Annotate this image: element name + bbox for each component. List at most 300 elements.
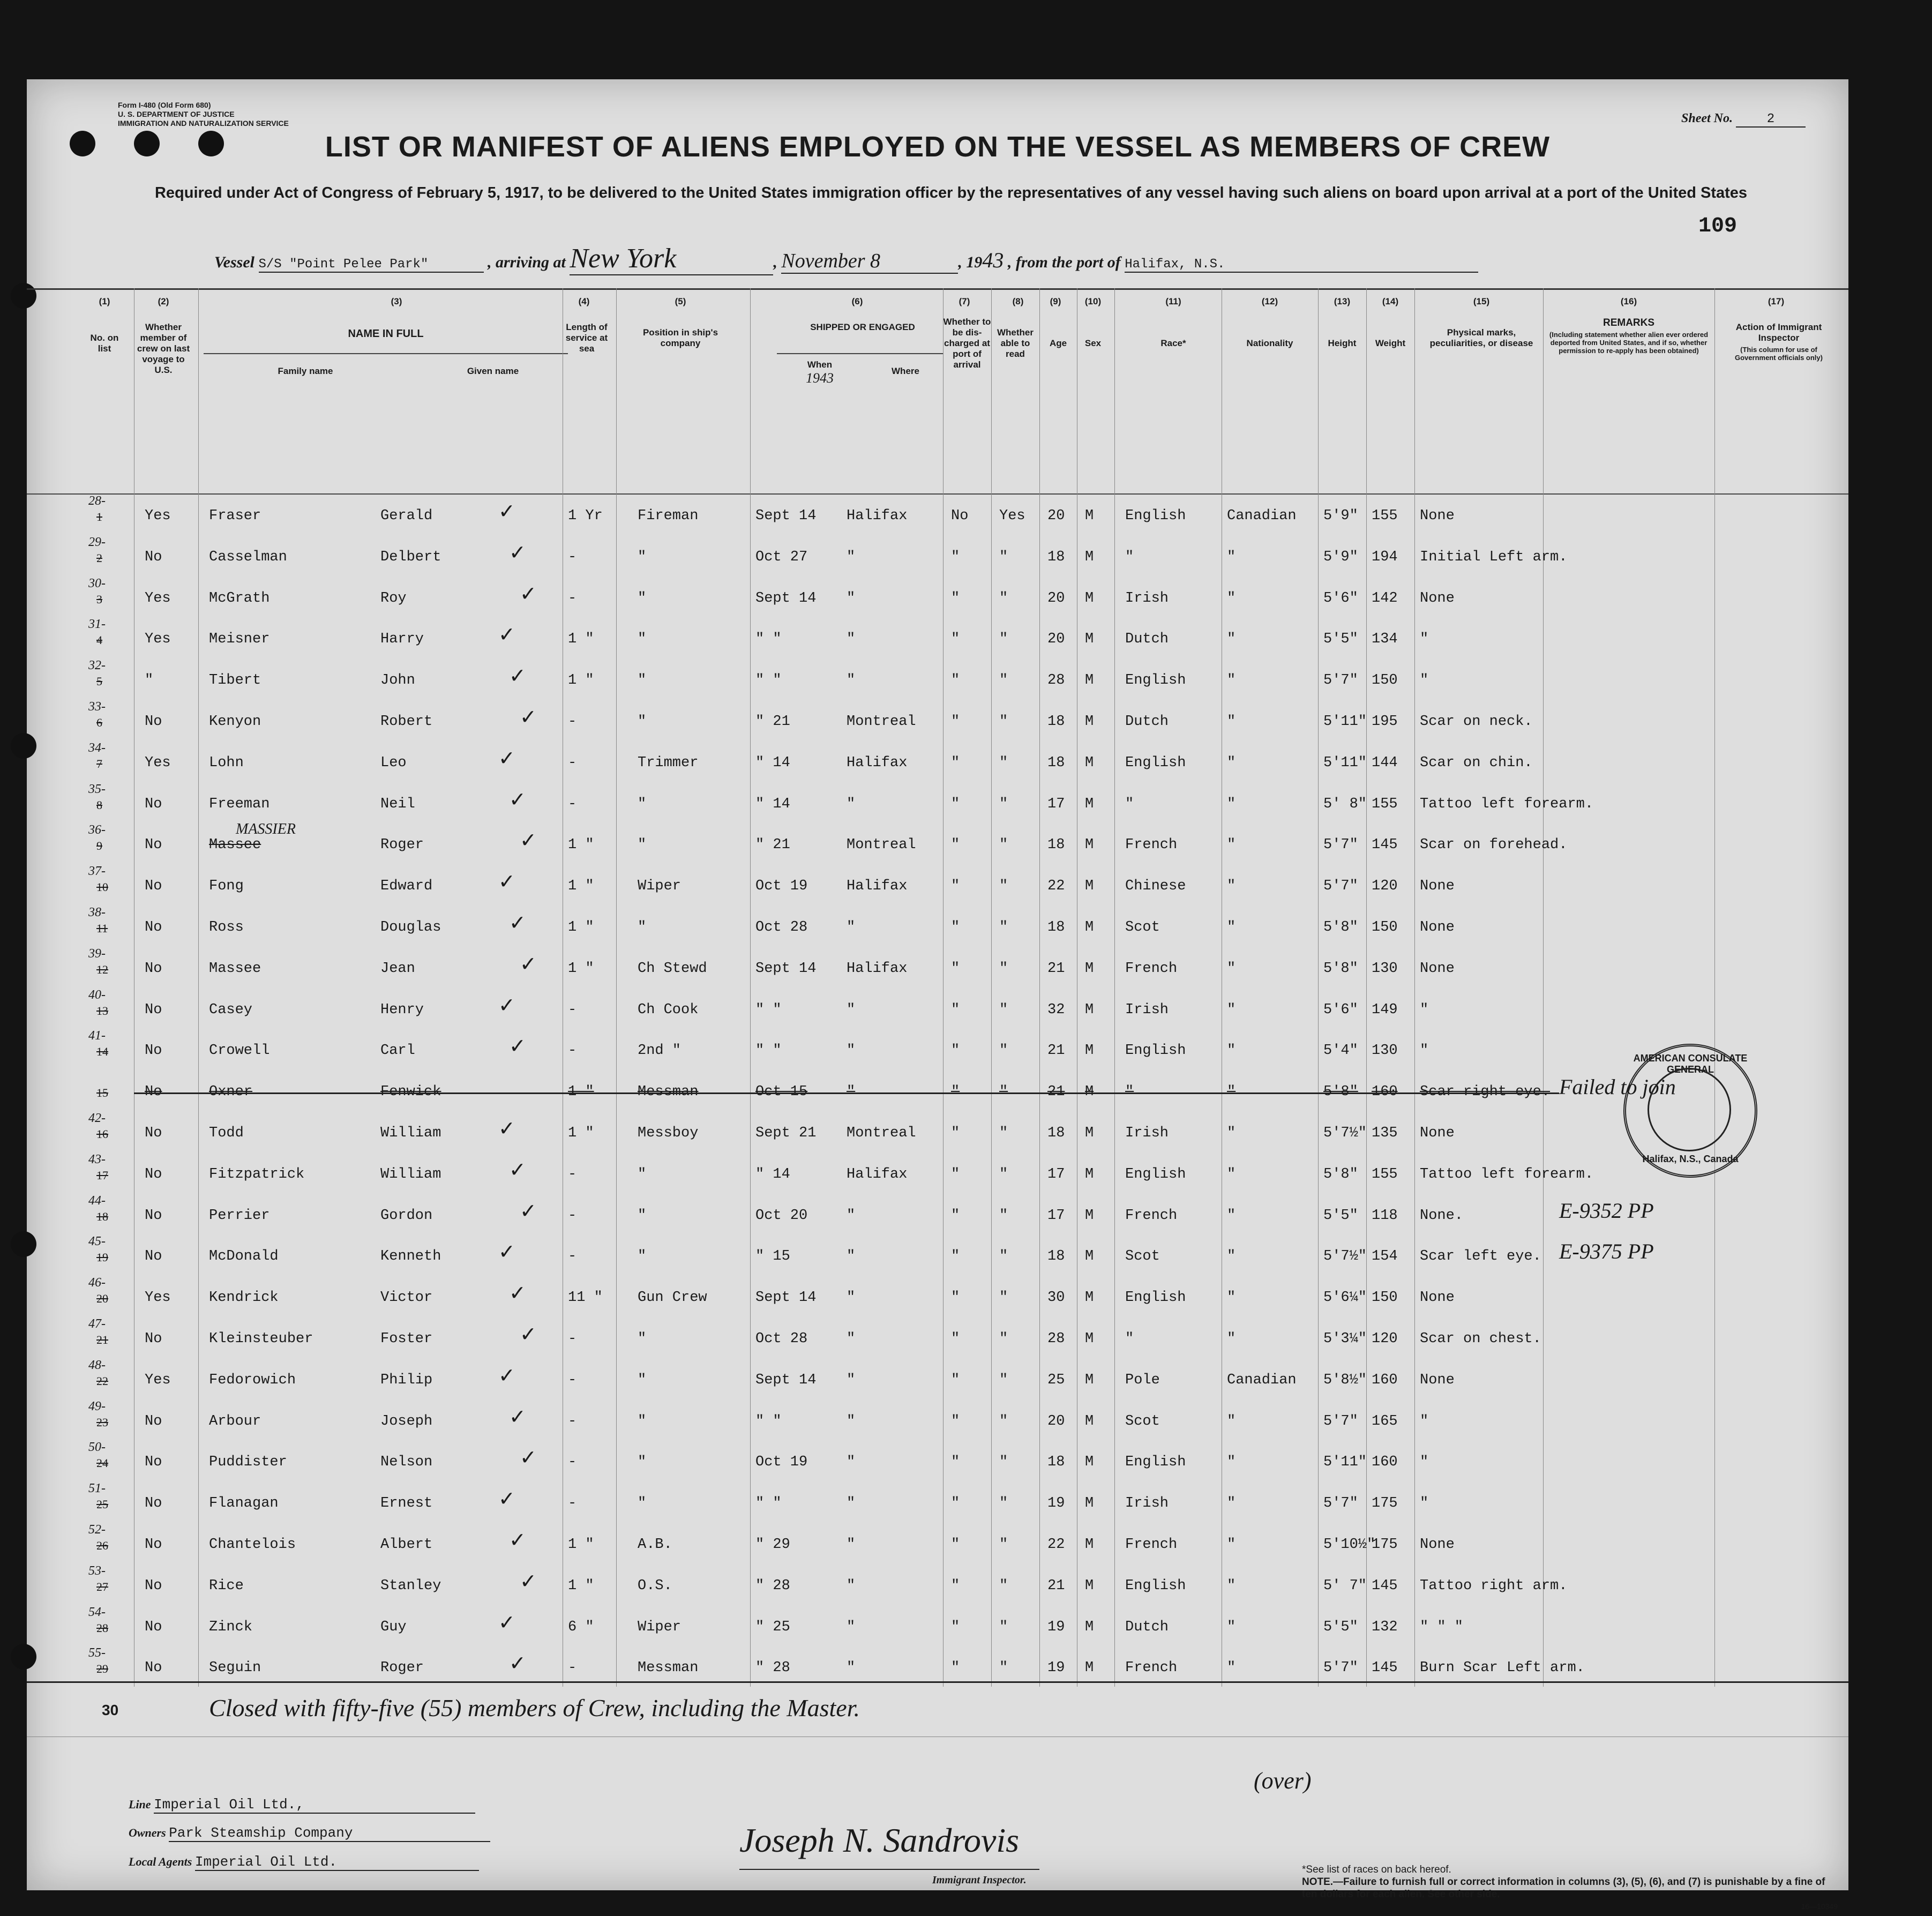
stamp-bottom-text: Halifax, N.S., Canada [1642, 1154, 1739, 1164]
cell-marks: None [1420, 508, 1455, 524]
cell-read: " [999, 754, 1008, 771]
cell-sex: M [1085, 1495, 1094, 1512]
cell-old: 20 [96, 1292, 108, 1306]
cell-when: " 25 [755, 1619, 790, 1635]
cell-old: 14 [96, 1045, 108, 1059]
cell-given: William [380, 1125, 441, 1141]
cell-family: Fong [209, 878, 244, 895]
checkmark-icon: ✓ [520, 705, 537, 729]
col-num: (3) [391, 296, 402, 306]
cell-read: " [999, 960, 1008, 977]
cell-disch: " [951, 796, 960, 812]
cell-read: " [999, 1454, 1008, 1471]
cell-service: - [568, 1043, 577, 1059]
cell-service: - [568, 1166, 577, 1182]
cell-height: 5'8" [1323, 960, 1358, 977]
cell-weight: 130 [1372, 960, 1398, 977]
cell-service: 1 " [568, 1537, 594, 1553]
cell-disch: " [951, 1619, 960, 1635]
cell-weight: 142 [1372, 590, 1398, 607]
cell-family: McDonald [209, 1248, 279, 1265]
cell-where: " [847, 1577, 856, 1594]
cell-weight: 194 [1372, 549, 1398, 565]
cell-prev: No [145, 878, 162, 895]
table-row [27, 1274, 1848, 1314]
cell-nat: " [1227, 878, 1236, 895]
cell-age: 20 [1047, 631, 1065, 648]
cell-sex: M [1085, 549, 1094, 565]
cell-where: " [847, 631, 856, 648]
cell-service: - [568, 590, 577, 607]
cell-marks: Scar on neck. [1420, 714, 1533, 730]
cell-when: " 28 [755, 1577, 790, 1594]
cell-nat: " [1227, 1125, 1236, 1141]
cell-where: " [847, 1290, 856, 1306]
cell-marks: None. [1420, 1207, 1464, 1224]
cell-height: 5'10½" [1323, 1537, 1376, 1553]
cell-marks: " [1420, 1001, 1429, 1018]
cell-given: Kenneth [380, 1248, 441, 1265]
col-header-remarks: REMARKS [1602, 317, 1655, 328]
cell-read: " [999, 1537, 1008, 1553]
cell-height: 5'7" [1323, 672, 1358, 689]
cell-prev: No [145, 1331, 162, 1347]
cell-height: 5'11" [1323, 1454, 1367, 1471]
cell-race: Scot [1125, 919, 1160, 935]
cell-service: - [568, 796, 577, 812]
cell-when: Oct 15 [755, 1084, 808, 1101]
cell-disch: " [951, 1413, 960, 1429]
cell-position: Messman [638, 1084, 699, 1101]
table-row [27, 903, 1848, 944]
cell-old: 13 [96, 1004, 108, 1017]
cell-sex: M [1085, 1084, 1094, 1101]
cell-prev: Yes [145, 590, 171, 607]
cell-marks: Scar on chin. [1420, 754, 1533, 771]
vessel-label: Vessel [214, 253, 254, 271]
cell-service: 1 " [568, 672, 594, 689]
col-header-number: No. on list [90, 333, 119, 354]
cell-weight: 135 [1372, 1125, 1398, 1141]
col-num: (16) [1620, 296, 1637, 306]
cell-read: " [999, 1207, 1008, 1224]
cell-service: - [568, 1331, 577, 1347]
arrival-date: November 8 [781, 249, 958, 274]
cell-disch: " [951, 1043, 960, 1059]
col-header-height: Height [1328, 338, 1357, 348]
signature-line [739, 1869, 1039, 1870]
col-header-where: Where [892, 366, 919, 376]
cell-read: " [999, 1331, 1008, 1347]
cell-position: Wiper [638, 878, 682, 895]
cell-prev: No [145, 549, 162, 565]
col-header-read: Whether able to read [997, 327, 1034, 359]
cell-disch: " [951, 1372, 960, 1388]
cell-given: Joseph [380, 1413, 433, 1429]
cell-service: 1 " [568, 919, 594, 935]
col-header-position: Position in ship's company [642, 327, 718, 348]
col-num: (1) [99, 296, 110, 306]
col-num: (6) [851, 296, 863, 306]
cell-race: Chinese [1125, 878, 1186, 895]
cell-nat: " [1227, 919, 1236, 935]
cell-when: Oct 27 [755, 549, 808, 565]
shipped-year: 1943 [806, 370, 834, 386]
cell-position: Wiper [638, 1619, 682, 1635]
cell-when: " 21 [755, 837, 790, 854]
cell-service: - [568, 1207, 577, 1224]
cell-race: English [1125, 754, 1186, 771]
cell-age: 30 [1047, 1290, 1065, 1306]
cell-disch: " [951, 1290, 960, 1306]
cell-family: Kenyon [209, 714, 261, 730]
closing-row [27, 1681, 1848, 1737]
cell-read: " [999, 549, 1008, 565]
checkmark-icon: ✓ [498, 1363, 515, 1387]
cell-position: " [638, 796, 647, 812]
col-header-action: Action of Immigrant Inspector [1735, 322, 1822, 343]
cell-age: 20 [1047, 1413, 1065, 1429]
cell-old: 3 [96, 592, 102, 606]
checkmark-icon: ✓ [520, 828, 537, 852]
cell-weight: 132 [1372, 1619, 1398, 1635]
checkmark-icon: ✓ [498, 1610, 515, 1634]
table-row [27, 1438, 1848, 1479]
cell-family: Chantelois [209, 1537, 296, 1553]
cell-ln: 29- [88, 535, 106, 549]
table-row [27, 862, 1848, 903]
cell-ln: 33- [88, 700, 106, 714]
cell-family: Seguin [209, 1660, 261, 1676]
cell-read: " [999, 878, 1008, 895]
cell-weight: 155 [1372, 796, 1398, 812]
cell-where: " [847, 1537, 856, 1553]
cell-race: English [1125, 508, 1186, 524]
cell-given: Edward [380, 878, 433, 895]
line-value: Imperial Oil Ltd., [154, 1797, 475, 1814]
cell-marks: Scar on chest. [1420, 1331, 1541, 1347]
cell-old: 9 [96, 839, 102, 853]
cell-age: 17 [1047, 1166, 1065, 1182]
vessel-line: Vessel S/S "Point Pelee Park" , arriving at New York , November 8 , 1943 , from the port of Halifax, N.S. [214, 243, 1478, 275]
agents-value: Imperial Oil Ltd. [195, 1854, 479, 1871]
cell-sex: M [1085, 1660, 1094, 1676]
cell-age: 17 [1047, 796, 1065, 812]
table-row [27, 492, 1848, 533]
col-header-weight: Weight [1375, 338, 1406, 348]
cell-old: 5 [96, 675, 102, 688]
cell-position: " [638, 549, 647, 565]
cell-race: " [1125, 549, 1134, 565]
cell-marks: None [1420, 590, 1455, 607]
vessel-name: S/S "Point Pelee Park" [259, 257, 484, 273]
cell-given: Nelson [380, 1454, 433, 1471]
cell-old: 17 [96, 1168, 108, 1182]
cell-where: " [847, 1495, 856, 1512]
cell-where: Montreal [847, 837, 916, 854]
checkmark-icon: ✓ [520, 952, 537, 976]
cell-position: " [638, 837, 647, 854]
table-row [27, 1232, 1848, 1273]
cell-when: " " [755, 1001, 782, 1018]
cell-disch: " [951, 590, 960, 607]
cell-ln: 36- [88, 823, 106, 837]
shipped-divider [777, 353, 943, 354]
cell-family: Arbour [209, 1413, 261, 1429]
cell-read: " [999, 837, 1008, 854]
table-row [27, 1397, 1848, 1438]
cell-sex: M [1085, 1166, 1094, 1182]
cell-marks: Tattoo right arm. [1420, 1577, 1568, 1594]
col-header-discharged: Whether to be dis- charged at port of arrival [943, 317, 991, 370]
cell-read: " [999, 1166, 1008, 1182]
cell-height: 5' 8" [1323, 796, 1367, 812]
cell-service: - [568, 1454, 577, 1471]
cell-race: English [1125, 1290, 1186, 1306]
cell-disch: " [951, 672, 960, 689]
checkmark-icon: ✓ [509, 911, 526, 934]
cell-weight: 144 [1372, 754, 1398, 771]
cell-read: " [999, 1084, 1008, 1101]
col-num: (10) [1084, 296, 1102, 306]
year-prefix: 19 [966, 253, 983, 271]
cell-given: Delbert [380, 549, 441, 565]
cell-service: 6 " [568, 1619, 594, 1635]
arriving-label: , arriving at [488, 253, 566, 271]
cell-prev: No [145, 960, 162, 977]
cell-race: Dutch [1125, 714, 1169, 730]
table-row [27, 739, 1848, 780]
cell-ln: 38- [88, 905, 106, 919]
closing-line-number: 30 [102, 1702, 119, 1718]
inspector-signature: Joseph N. Sandrovis [739, 1821, 1020, 1859]
penalty-note: NOTE.—Failure to furnish full or correct information in columns (3), (5), (6), and (7) is punishable by a fine of ten dollars for each alien. See other side. [1302, 1876, 1825, 1900]
table-row [27, 821, 1848, 862]
cell-read: " [999, 631, 1008, 648]
cell-nat: " [1227, 1619, 1236, 1635]
col-header-previous-voyage: Whether member of crew on last voyage to U.S. [137, 322, 190, 375]
cell-old: 8 [96, 798, 102, 812]
cell-disch: " [951, 1084, 960, 1101]
cell-service: 1 " [568, 1577, 594, 1594]
cell-disch: " [951, 1001, 960, 1018]
cell-sex: M [1085, 672, 1094, 689]
cell-height: 5'4" [1323, 1043, 1358, 1059]
cell-old: 2 [96, 551, 102, 565]
cell-height: 5'7" [1323, 1413, 1358, 1429]
cell-read: " [999, 1125, 1008, 1141]
cell-height: 5'7" [1323, 1495, 1358, 1512]
cell-sex: M [1085, 714, 1094, 730]
cell-service: - [568, 1495, 577, 1512]
cell-remarks: E-9352 PP [1559, 1198, 1654, 1223]
cell-given: William [380, 1166, 441, 1182]
cell-race: Irish [1125, 1495, 1169, 1512]
cell-service: - [568, 1413, 577, 1429]
cell-height: 5'5" [1323, 631, 1358, 648]
cell-when: Sept 14 [755, 1290, 817, 1306]
table-row [27, 1192, 1848, 1232]
cell-position: " [638, 672, 647, 689]
checkmark-icon: ✓ [520, 1569, 537, 1593]
footer-notes [1302, 1863, 1838, 1913]
cell-height: 5'6¼" [1323, 1290, 1367, 1306]
cell-service: - [568, 1660, 577, 1676]
cell-prev: No [145, 1537, 162, 1553]
cell-family: Flanagan [209, 1495, 279, 1512]
cell-weight: 145 [1372, 837, 1398, 854]
cell-age: 20 [1047, 508, 1065, 524]
cell-disch: " [951, 1495, 960, 1512]
cell-given: Gordon [380, 1207, 433, 1224]
cell-position: " [638, 1207, 647, 1224]
cell-disch: " [951, 714, 960, 730]
cell-prev: No [145, 796, 162, 812]
table-row [27, 945, 1848, 985]
cell-old: 24 [96, 1456, 108, 1470]
cell-given: Harry [380, 631, 424, 648]
cell-position: " [638, 919, 647, 935]
cell-sex: M [1085, 837, 1094, 854]
cell-prev: No [145, 714, 162, 730]
cell-sex: M [1085, 1207, 1094, 1224]
cell-prev: No [145, 1166, 162, 1182]
checkmark-icon: ✓ [509, 1034, 526, 1058]
cell-family: Perrier [209, 1207, 270, 1224]
cell-sex: M [1085, 1290, 1094, 1306]
cell-disch: " [951, 631, 960, 648]
cell-nat: " [1227, 1413, 1236, 1429]
cell-height: 5'5" [1323, 1207, 1358, 1224]
cell-ln: 37- [88, 864, 106, 879]
cell-height: 5'6" [1323, 590, 1358, 607]
cell-nat: " [1227, 1577, 1236, 1594]
cell-weight: 118 [1372, 1207, 1398, 1224]
cell-family: Kleinsteuber [209, 1331, 313, 1347]
cell-family: Lohn [209, 754, 244, 771]
cell-position: " [638, 1495, 647, 1512]
cell-age: 25 [1047, 1372, 1065, 1388]
cell-prev: No [145, 1660, 162, 1676]
cell-weight: 175 [1372, 1537, 1398, 1553]
table-row [27, 656, 1848, 697]
cell-weight: 154 [1372, 1248, 1398, 1265]
cell-nat: " [1227, 837, 1236, 854]
col-header-remarks-note: (Including statement whether alien ever ordered deported from United States, and if so, whether permission to re-apply has been obtained) [1549, 331, 1709, 355]
col-num: (5) [675, 296, 686, 306]
cell-weight: 150 [1372, 1290, 1398, 1306]
cell-height: 5'9" [1323, 549, 1358, 565]
cell-nat: " [1227, 1166, 1236, 1182]
footer-owners [129, 1825, 490, 1842]
cell-marks: None [1420, 960, 1455, 977]
cell-disch: " [951, 1660, 960, 1676]
cell-where: Montreal [847, 1125, 916, 1141]
cell-given: Carl [380, 1043, 415, 1059]
cell-where: Halifax [847, 754, 908, 771]
cell-disch: " [951, 1207, 960, 1224]
cell-service: - [568, 1372, 577, 1388]
cell-race: French [1125, 1207, 1178, 1224]
cell-given: Guy [380, 1619, 407, 1635]
cell-family: Oxner [209, 1084, 253, 1101]
cell-old: 25 [96, 1498, 108, 1511]
cell-height: 5'8" [1323, 1084, 1358, 1101]
cell-disch: " [951, 1454, 960, 1471]
cell-ln: 49- [88, 1399, 106, 1413]
cell-when: Oct 28 [755, 919, 808, 935]
cell-old: 11 [96, 922, 108, 935]
cell-family-correction: MASSIER [236, 821, 296, 838]
cell-where: " [847, 1001, 856, 1018]
cell-ln: 34- [88, 740, 106, 755]
cell-disch: " [951, 1331, 960, 1347]
cell-position: Trimmer [638, 754, 699, 771]
table-row [27, 1109, 1848, 1150]
cell-given: Ernest [380, 1495, 433, 1512]
cell-sex: M [1085, 508, 1094, 524]
table-row [27, 986, 1848, 1027]
cell-sex: M [1085, 960, 1094, 977]
cell-ln: 35- [88, 782, 106, 796]
cell-sex: M [1085, 1125, 1094, 1141]
cell-marks: " " " [1420, 1619, 1464, 1635]
cell-old: 23 [96, 1415, 108, 1429]
cell-race: French [1125, 960, 1178, 977]
cell-family: Meisner [209, 631, 270, 648]
stamp-inner-ring [1648, 1068, 1731, 1151]
checkmark-icon: ✓ [520, 1446, 537, 1470]
cell-prev: No [145, 1495, 162, 1512]
cell-where: " [847, 1248, 856, 1265]
cell-marks: " [1420, 1413, 1429, 1429]
cell-given: Neil [380, 796, 415, 812]
col-header-nationality: Nationality [1246, 338, 1293, 348]
cell-nat: " [1227, 1495, 1236, 1512]
cell-sex: M [1085, 796, 1094, 812]
cell-age: 18 [1047, 549, 1065, 565]
cell-weight: 145 [1372, 1577, 1398, 1594]
cell-age: 19 [1047, 1619, 1065, 1635]
cell-marks: None [1420, 919, 1455, 935]
cell-sex: M [1085, 1454, 1094, 1471]
cell-disch: " [951, 960, 960, 977]
checkmark-icon: ✓ [498, 870, 515, 894]
cell-position: Ch Stewd [638, 960, 707, 977]
cell-position: O.S. [638, 1577, 672, 1594]
cell-remarks: Failed to join [1559, 1075, 1676, 1099]
cell-race: Dutch [1125, 1619, 1169, 1635]
page-subtitle: Required under Act of Congress of February 5, 1917, to be delivered to the United States immigration officer by the representatives of any vessel having such aliens on board upon arrival at a port of the United States [154, 184, 1748, 201]
cell-weight: 145 [1372, 1660, 1398, 1676]
cell-read: " [999, 714, 1008, 730]
col-header-name: NAME IN FULL [348, 328, 424, 340]
col-header-action-note: (This column for use of Government officials only) [1735, 346, 1823, 362]
cell-nat: " [1227, 1001, 1236, 1018]
sheet-value: 2 [1736, 112, 1806, 128]
cell-sex: M [1085, 1248, 1094, 1265]
cell-weight: 160 [1372, 1454, 1398, 1471]
cell-prev: No [145, 1001, 162, 1018]
cell-when: " 14 [755, 796, 790, 812]
strike-line [134, 1092, 1559, 1094]
cell-family: Massee [209, 960, 261, 977]
col-num: (2) [158, 296, 169, 306]
cell-weight: 150 [1372, 672, 1398, 689]
col-num: (15) [1473, 296, 1490, 306]
col-num: (7) [958, 296, 970, 306]
cell-nat: " [1227, 672, 1236, 689]
